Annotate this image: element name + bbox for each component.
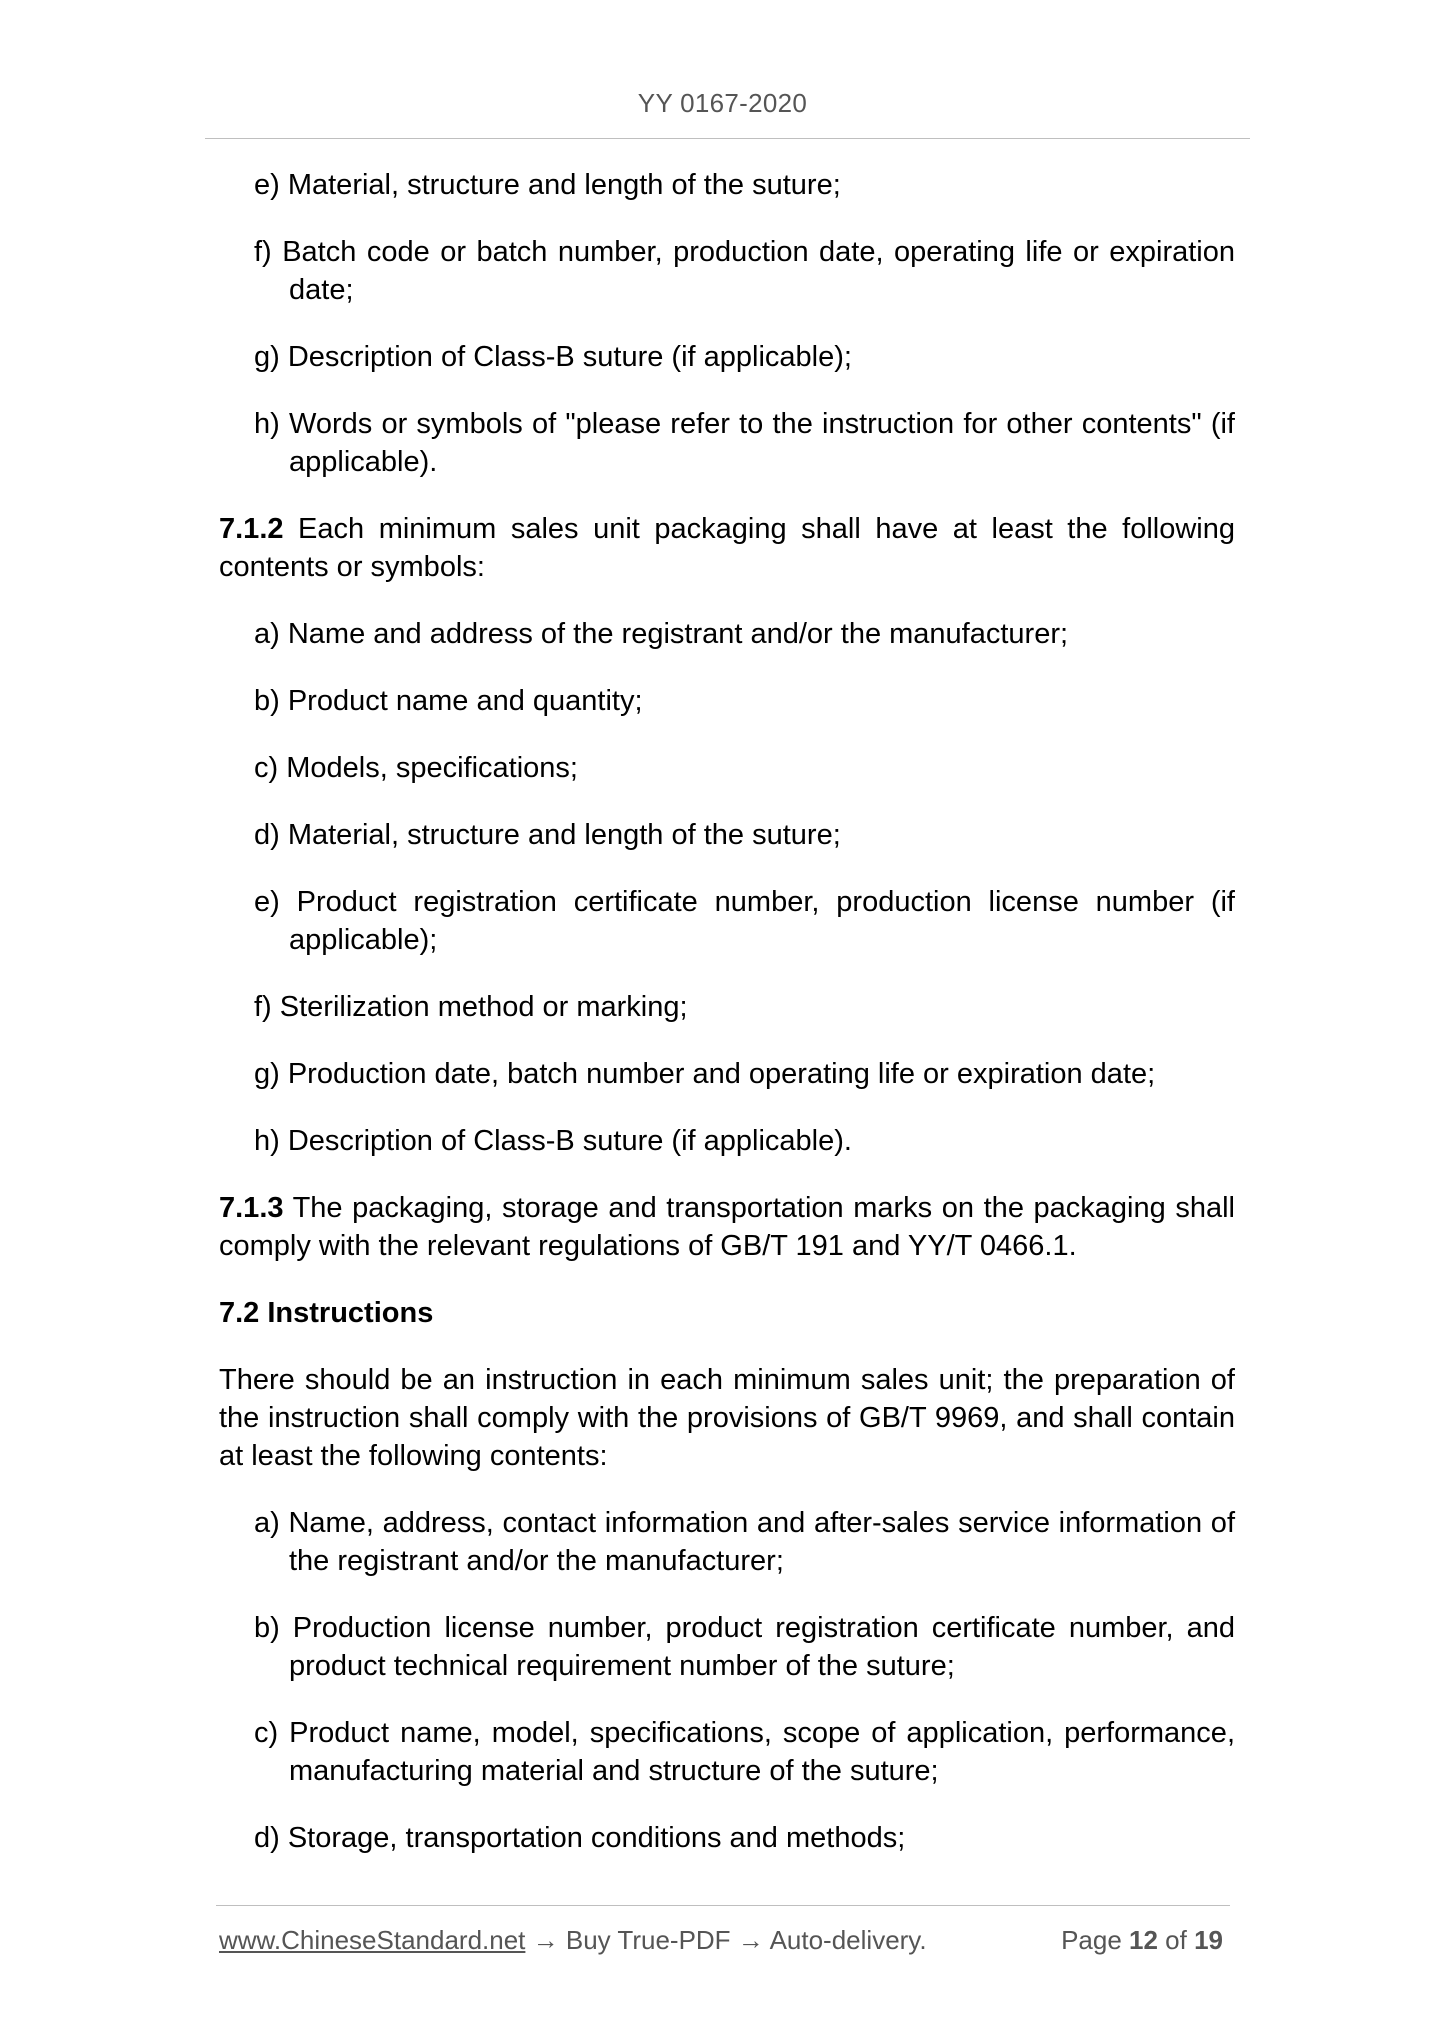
list-item: b) Production license number, product registration certificate number, and product technical requirement number of the suture;	[254, 1612, 1235, 1682]
instructions-intro: There should be an instruction in each minimum sales unit; the preparation of the instruction shall comply with the provisions of GB/T 9969, and shall contain at least the following contents:	[219, 1364, 1235, 1472]
current-page: 12	[1129, 1925, 1158, 1955]
page-content	[219, 166, 1235, 1886]
clause-number: 7.1.2	[219, 513, 284, 545]
clause-number: 7.1.3	[219, 1192, 284, 1224]
list-item: h) Description of Class-B suture (if applicable).	[254, 1125, 852, 1157]
footer-divider	[216, 1905, 1230, 1906]
list-item: f) Batch code or batch number, production date, operating life or expiration date;	[254, 236, 1235, 306]
clause-text: Each minimum sales unit packaging shall have at least the following contents or symbols:	[219, 513, 1235, 583]
section-heading: 7.2 Instructions	[219, 1297, 434, 1329]
list-item: e) Product registration certificate number, production license number (if applicable);	[254, 886, 1235, 956]
list-item: a) Name and address of the registrant and/or the manufacturer;	[254, 618, 1069, 650]
document-code-header: YY 0167-2020	[637, 88, 808, 118]
list-item: g) Description of Class-B suture (if applicable);	[254, 341, 852, 373]
list-item: b) Product name and quantity;	[254, 685, 643, 717]
list-item: h) Words or symbols of "please refer to the instruction for other contents" (if applicable).	[254, 408, 1235, 478]
page-label: Page	[1061, 1925, 1130, 1955]
list-item: e) Material, structure and length of the suture;	[254, 169, 841, 201]
list-item: d) Storage, transportation conditions and methods;	[254, 1822, 906, 1854]
footer-promo-text: → Buy True-PDF → Auto-delivery.	[525, 1925, 927, 1955]
website-link[interactable]: www.ChineseStandard.net	[219, 1925, 526, 1955]
list-item: g) Production date, batch number and operating life or expiration date;	[254, 1058, 1156, 1090]
page-of-label: of	[1157, 1925, 1195, 1955]
page-number	[1061, 1925, 1223, 1956]
clause-text: The packaging, storage and transportation marks on the packaging shall comply with the relevant regulations of GB/T 191 and YY/T 0466.1.	[219, 1192, 1235, 1262]
header-divider	[205, 138, 1250, 139]
list-item: c) Product name, model, specifications, scope of application, performance, manufacturing material and structure of the suture;	[254, 1717, 1235, 1787]
clause-7-1-3	[219, 1189, 1235, 1265]
clause-7-1-2	[219, 510, 1235, 586]
list-item: a) Name, address, contact information and after-sales service information of the registrant and/or the manufacturer;	[254, 1507, 1235, 1577]
list-item: c) Models, specifications;	[254, 752, 578, 784]
list-item: f) Sterilization method or marking;	[254, 991, 688, 1023]
footer-promo	[219, 1925, 927, 1956]
total-pages: 19	[1194, 1925, 1223, 1955]
list-item: d) Material, structure and length of the suture;	[254, 819, 841, 851]
